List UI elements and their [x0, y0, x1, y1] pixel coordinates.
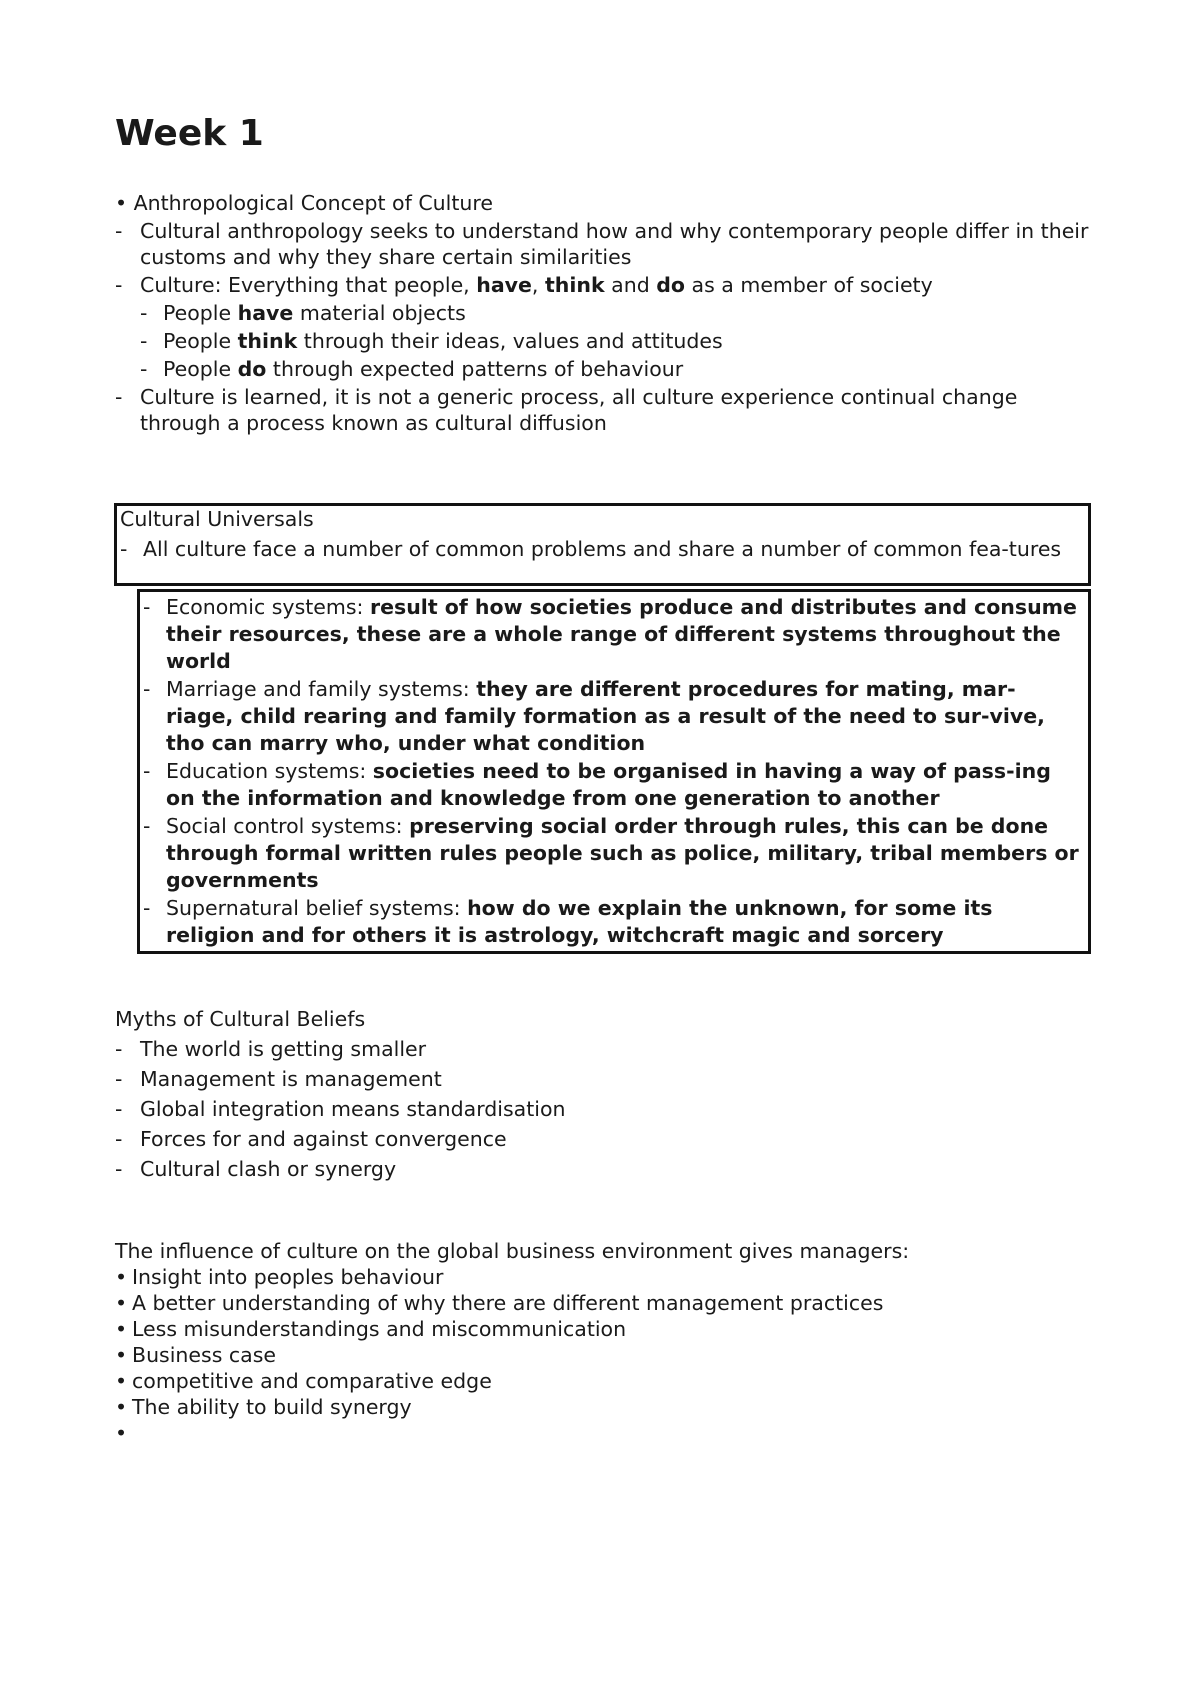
dash-marker: - [115, 1157, 123, 1181]
bullet-marker: • [115, 191, 128, 215]
item-text: Cultural anthropology seeks to understand how and why contemporary people differ in their customs and why they share certain similarities [140, 219, 1089, 269]
system-label: Education systems: [166, 759, 373, 783]
list-item [115, 1096, 1015, 1122]
section-heading: Myths of Cultural Beliefs [115, 1007, 366, 1031]
bullet-item [115, 1368, 1095, 1394]
box-heading: Cultural Universals [120, 507, 314, 531]
dash-marker: - [115, 1067, 123, 1091]
bullet-item [115, 1342, 1095, 1368]
item-text: Global integration means standardisation [140, 1097, 566, 1121]
dash-marker: - [143, 677, 151, 701]
bullet-marker: • [115, 1421, 128, 1445]
bullet-marker: • [115, 1395, 128, 1419]
anthropology-section [115, 190, 1095, 436]
dash-marker: - [115, 385, 123, 409]
section-heading: • Anthropological Concept of Culture [115, 191, 493, 215]
dash-marker: - [143, 759, 151, 783]
bullet-item [115, 1316, 1095, 1342]
bullet-marker: • [115, 1343, 128, 1367]
dash-marker: - [143, 896, 151, 920]
dash-marker: - [115, 219, 123, 243]
bullet-item [115, 1420, 1095, 1446]
system-description: preserving social order through rules, this can be done through formal written rules people such as police, military, tribal members or governments [166, 814, 1079, 892]
dash-marker: - [120, 537, 128, 561]
dash-marker: - [143, 814, 151, 838]
list-item [115, 272, 1095, 298]
keyword-think: think [544, 273, 605, 297]
item-text: Business case [132, 1343, 277, 1367]
item-text: Less misunderstandings and miscommunication [132, 1317, 627, 1341]
system-label: Supernatural belief systems: [166, 896, 468, 920]
list-item [115, 218, 1095, 270]
system-description: how do we explain the unknown, for some its religion and for others it is astrology, witchcraft magic and sorcery [166, 896, 993, 947]
bullet-marker: • [115, 1369, 128, 1393]
dash-marker: - [143, 595, 151, 619]
list-item [115, 1126, 1015, 1152]
cultural-universals-box [114, 503, 1091, 586]
item-text: Culture: Everything that people, have, think and do as a member of society [140, 273, 933, 297]
systems-box [137, 589, 1091, 954]
system-label: Economic systems: [166, 595, 370, 619]
item-text: Insight into peoples behaviour [132, 1265, 444, 1289]
system-description: result of how societies produce and distributes and consume their resources, these are a whole range of different systems throughout the world [166, 595, 1077, 673]
system-item [143, 813, 1082, 894]
sub-list-item: - People have material objects [140, 301, 466, 325]
list-item [115, 1036, 1015, 1062]
item-text: All culture face a number of common problems and share a number of common fea-tures [143, 537, 1062, 561]
item-text: The world is getting smaller [140, 1037, 427, 1061]
dash-marker: - [115, 273, 123, 297]
bullet-item [115, 1264, 1095, 1290]
system-label: Marriage and family systems: [166, 677, 477, 701]
sub-list-item: - People think through their ideas, values and attitudes [140, 329, 723, 353]
sub-list-item: - People do through expected patterns of behaviour [140, 357, 684, 381]
system-description: societies need to be organised in having a way of pass-ing on the information and knowledge from one generation to another [166, 759, 1051, 810]
list-item [115, 384, 1095, 436]
system-item [143, 594, 1082, 675]
dash-marker: - [115, 1127, 123, 1151]
item-text: Cultural clash or synergy [140, 1157, 397, 1181]
bullet-marker: • [115, 1291, 128, 1315]
dash-marker: - [140, 357, 148, 381]
keyword-have: have [476, 273, 532, 297]
list-item [115, 1066, 1015, 1092]
system-item [143, 895, 1082, 949]
item-text: Culture is learned, it is not a generic process, all culture experience continual change through a process known as cultural diffusion [140, 385, 1018, 435]
dash-marker: - [115, 1037, 123, 1061]
dash-marker: - [140, 301, 148, 325]
section-heading: The influence of culture on the global business environment gives managers: [115, 1239, 910, 1263]
list-item [120, 536, 1084, 562]
item-text: competitive and comparative edge [132, 1369, 492, 1393]
item-text: Management is management [140, 1067, 442, 1091]
item-text: Forces for and against convergence [140, 1127, 507, 1151]
keyword-do: do [656, 273, 685, 297]
bullet-marker: • [115, 1317, 128, 1341]
system-item [143, 676, 1082, 757]
list-item [115, 1156, 1015, 1182]
influence-section [115, 1238, 1095, 1446]
item-text: A better understanding of why there are different management practices [132, 1291, 884, 1315]
system-item [143, 758, 1082, 812]
bullet-item [115, 1394, 1095, 1420]
bullet-marker: • [115, 1265, 128, 1289]
dash-marker: - [140, 329, 148, 353]
item-text: The ability to build synergy [132, 1395, 412, 1419]
myths-section [115, 1006, 1015, 1182]
item-text [132, 1421, 139, 1445]
page-title: Week 1 [115, 113, 264, 154]
system-description: they are different procedures for mating, mar-riage, child rearing and family formation as a result of the need to sur-vive, tho can marry who, under what condition [166, 677, 1045, 755]
bullet-item [115, 1290, 1095, 1316]
system-label: Social control systems: [166, 814, 410, 838]
dash-marker: - [115, 1097, 123, 1121]
